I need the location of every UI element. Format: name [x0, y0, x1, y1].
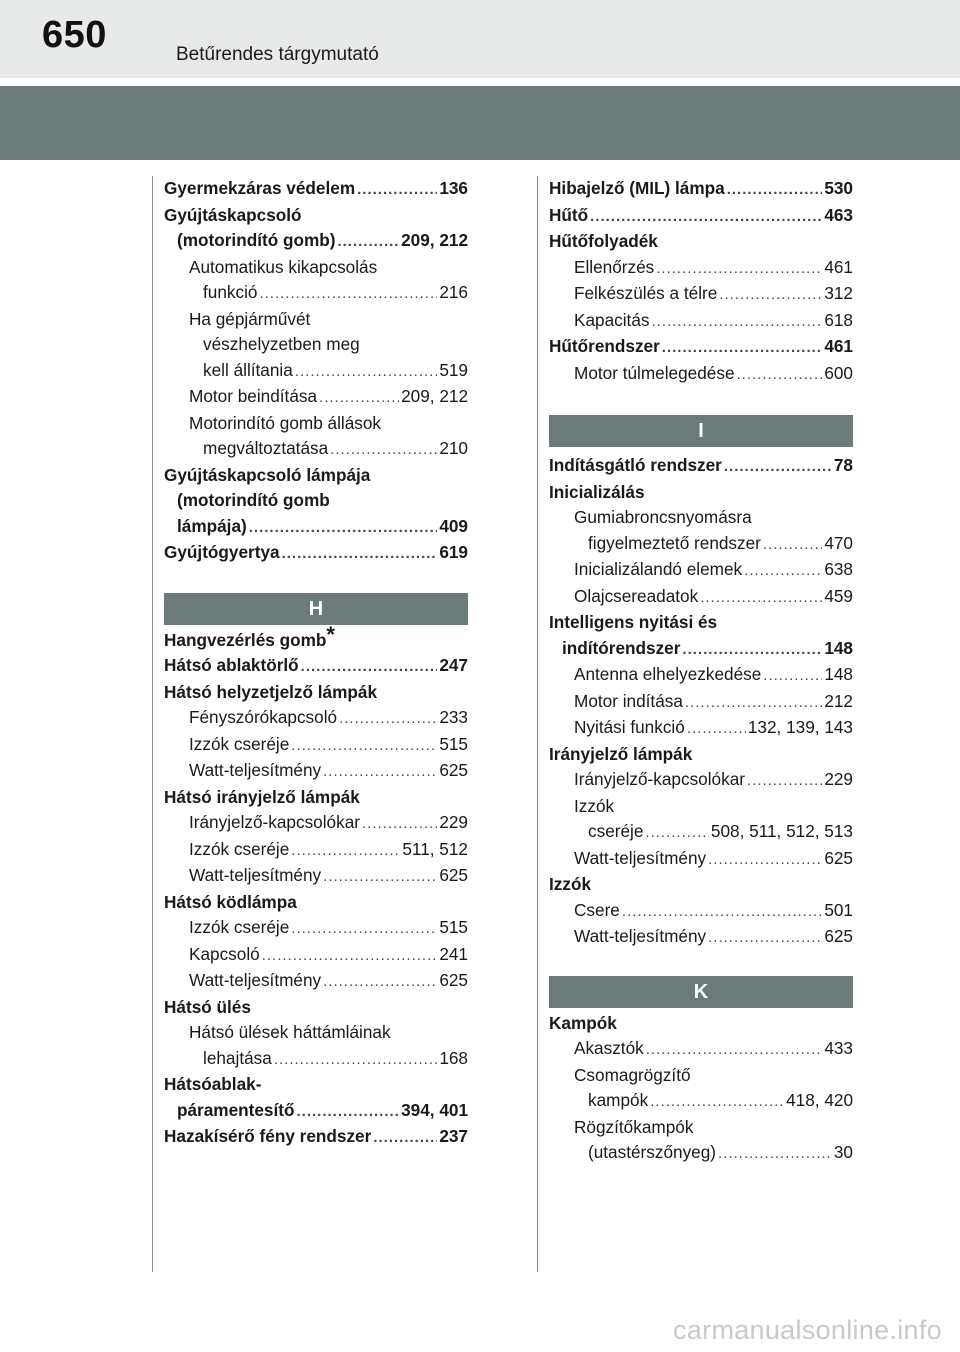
index-entry-continued: indítórendszer ..... 148 — [549, 636, 853, 663]
letter-heading-k: K — [549, 976, 853, 1008]
index-entry: Intelligens nyitási és — [549, 612, 718, 632]
index-entry: Hibajelző (MIL) lámpa ..... 530 — [549, 176, 853, 203]
header-band — [0, 86, 960, 160]
index-entry: Gyújtáskapcsoló — [164, 204, 302, 225]
index-entry-continued: (motorindító gomb) ..... 209, 212 — [164, 228, 468, 255]
index-entry: Hátsó irányjelző lámpák — [164, 786, 360, 807]
index-entry: Hűtőfolyadék — [549, 231, 658, 251]
right-column-rule — [537, 176, 538, 1272]
index-subentry: Kapacitás ..... 618 — [549, 308, 853, 335]
index-subentry-continued: vészhelyzetben meg — [203, 334, 360, 354]
page-header — [0, 0, 960, 78]
index-column-right — [549, 176, 853, 1167]
index-subentry: Izzók cseréje ..... 515 — [164, 732, 468, 759]
index-column-left — [164, 176, 468, 1151]
page-number: 650 — [42, 14, 107, 56]
index-subentry-continued: kell állítania ..... 519 — [164, 358, 468, 385]
index-subentry: Izzók — [574, 795, 615, 816]
index-subentry-continued: figyelmeztető rendszer ..... 470 — [549, 531, 853, 558]
index-subentry: Motor indítása ..... 212 — [549, 689, 853, 716]
letter-heading-h: H — [164, 593, 468, 625]
section-title: Betűrendes tárgymutató — [176, 44, 379, 65]
index-subentry: Csere ..... 501 — [549, 898, 853, 925]
left-column-rule — [152, 176, 153, 1272]
index-entry: Irányjelző lámpák — [549, 743, 693, 764]
index-subentry: Inicializálandó elemek ..... 638 — [549, 557, 853, 584]
index-entry: Hűtő ..... 463 — [549, 203, 853, 230]
index-subentry: Izzók cseréje ..... 511, 512 — [164, 837, 468, 864]
index-entry: Hűtőrendszer ..... 461 — [549, 334, 853, 361]
index-subentry: Motorindító gomb állások — [189, 412, 382, 433]
index-subentry: Antenna elhelyezkedése ..... 148 — [549, 662, 853, 689]
watermark: carmanualsonline.info — [673, 1315, 942, 1345]
index-entry: Hátsó helyzetjelző lámpák — [164, 681, 378, 702]
index-subentry: Watt-teljesítmény ..... 625 — [164, 863, 468, 890]
index-subentry: Watt-teljesítmény ..... 625 — [549, 846, 853, 873]
index-entry-continued: lámpája) ..... 409 — [164, 514, 468, 541]
index-subentry: Irányjelző-kapcsolókar ..... 229 — [549, 767, 853, 794]
index-subentry: Motor túlmelegedése ..... 600 — [549, 361, 853, 388]
index-entry: Kampók — [549, 1012, 617, 1033]
index-subentry: Motor beindítása ..... 209, 212 — [164, 384, 468, 411]
index-entry: Hátsóablak- — [164, 1074, 262, 1094]
index-subentry: Watt-teljesítmény ..... 625 — [549, 924, 853, 951]
index-subentry: Izzók cseréje ..... 515 — [164, 915, 468, 942]
index-subentry: Akasztók ..... 433 — [549, 1036, 853, 1063]
index-subentry: Watt-teljesítmény ..... 625 — [164, 968, 468, 995]
index-entry: Hátsó ülés — [164, 996, 251, 1017]
index-subentry: Kapcsoló ..... 241 — [164, 942, 468, 969]
index-entry: Izzók — [549, 874, 592, 894]
index-subentry: Nyitási funkció ..... 132, 139, 143 — [549, 715, 853, 742]
index-subentry-continued: funkció ..... 216 — [164, 280, 468, 307]
index-entry-continued: (motorindító gomb — [177, 490, 330, 510]
letter-heading-i: I — [549, 415, 853, 447]
index-subentry: Hátsó ülések háttámláinak — [189, 1022, 391, 1042]
index-subentry-continued: (utastérszőnyeg) ..... 30 — [549, 1140, 853, 1167]
index-subentry-continued: cseréje ..... 508, 511, 512, 513 — [549, 819, 853, 846]
index-subentry: Fényszórókapcsoló ..... 233 — [164, 705, 468, 732]
index-subentry: Automatikus kikapcsolás — [189, 256, 378, 277]
index-subentry: Felkészülés a télre ..... 312 — [549, 281, 853, 308]
index-subentry: Rögzítőkampók — [574, 1116, 694, 1137]
index-entry: Gyújtáskapcsoló lámpája — [164, 464, 371, 485]
index-subentry-continued: kampók ..... 418, 420 — [549, 1088, 853, 1115]
index-subentry: Irányjelző-kapcsolókar ..... 229 — [164, 810, 468, 837]
index-entry: Hangvezérlés gomb* — [164, 621, 335, 650]
index-entry-continued: páramentesítő ..... 394, 401 — [164, 1098, 468, 1125]
index-entry: Indításgátló rendszer ..... 78 — [549, 453, 853, 480]
index-subentry-continued: megváltoztatása ..... 210 — [164, 436, 468, 463]
index-subentry: Watt-teljesítmény ..... 625 — [164, 758, 468, 785]
index-subentry: Csomagrögzítő — [574, 1064, 691, 1085]
index-entry: Gyermekzáras védelem ..... 136 — [164, 176, 468, 203]
index-entry: Hazakísérő fény rendszer ..... 237 — [164, 1124, 468, 1151]
index-subentry: Gumiabroncsnyomásra — [574, 507, 752, 527]
index-subentry-continued: lehajtása ..... 168 — [164, 1046, 468, 1073]
index-subentry: Ha gépjárművét — [189, 308, 311, 329]
index-entry: Gyújtógyertya ..... 619 — [164, 540, 468, 567]
index-entry: Inicializálás — [549, 481, 645, 502]
index-entry: Hátsó ködlámpa — [164, 891, 297, 912]
index-subentry: Ellenőrzés ..... 461 — [549, 255, 853, 282]
index-entry: Hátsó ablaktörlő ..... 247 — [164, 653, 468, 680]
index-subentry: Olajcsereadatok ..... 459 — [549, 584, 853, 611]
